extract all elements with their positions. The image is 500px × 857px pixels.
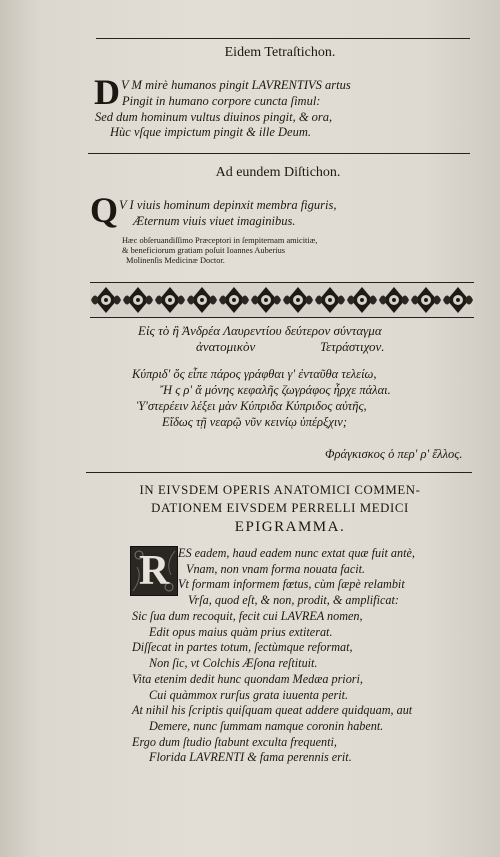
poem-line: ES eadem, haud eadem nunc extat quæ fuit antè, xyxy=(178,546,415,560)
ornament-motif-icon xyxy=(123,285,153,315)
ornament-motif-icon xyxy=(91,285,121,315)
decorative-ornament-band xyxy=(90,282,474,318)
dropcap-q: Q xyxy=(90,190,119,230)
poem-line: Vt formam informem fœtus, cùm ſæpè relambit xyxy=(178,577,405,592)
greek-poem xyxy=(132,366,391,430)
ornament-motif-icon xyxy=(315,285,345,315)
poem-line: V I viuis hominum depinxit membra figuris, xyxy=(119,198,337,212)
illuminated-initial xyxy=(130,546,178,596)
ornament-motif-icon xyxy=(155,285,185,315)
top-rule xyxy=(96,38,470,39)
distichon-poem xyxy=(119,198,336,229)
poem-line: Hùc vſque impictum pingit & ille Deum. xyxy=(110,125,312,140)
greek-line: Εἴδως τῇ νεαρῷ νῦν κεινίῳ ὑπέρξχιν; xyxy=(162,415,348,429)
tetrastichon-poem-cont xyxy=(95,94,333,141)
dedication-text xyxy=(122,236,317,266)
poem-line: Pingit in humano corpore cuncta ſimul: xyxy=(122,94,321,108)
poem-line: Cui quàmmox rurſus grata iuuenta perit. xyxy=(149,687,349,702)
poem-line: Vrſa, quod eſt, & non, prodit, & amplificat: xyxy=(188,593,399,608)
dedication-line: Hæc obſeruandiſſimo Præceptori in ſempiternam amicitiæ, xyxy=(122,236,318,245)
caps-heading-line1: IN EIVSDEM OPERIS ANATOMICI COMMEN- xyxy=(139,483,421,497)
section2-rule xyxy=(88,153,470,154)
poem-line: V M mirè humanos pingit LAVRENTIVS artus xyxy=(121,78,351,92)
ornament-motif-icon xyxy=(443,285,473,315)
poem-line: Diſſecat in partes totum, ſectùmque reformat, xyxy=(132,640,353,655)
ornament-motif-icon xyxy=(379,285,409,315)
poem-line: Sed dum hominum vultus diuinos pingit, & ora, xyxy=(95,109,333,124)
ornament-motif-icon xyxy=(347,285,377,315)
ornament-motif-icon xyxy=(187,285,217,315)
greek-signature: Φράγκισκος ὁ περ' ρ' ἔλλος. xyxy=(325,447,463,461)
poem-line: Vnam, non vnam forma nouata facit. xyxy=(186,561,366,576)
distichon-title: Ad eundem Diſtichon. xyxy=(215,165,341,180)
dedication-line: Molinenſis Medicinæ Doctor. xyxy=(126,256,225,265)
caps-heading-line2: DATIONEM EIVSDEM PERRELLI MEDICI xyxy=(151,501,409,515)
greek-line: Ἤ ς ρ' ἄ μόνης κεφαλῆς ζωγράφος ἦρχε πάλαι. xyxy=(160,383,391,397)
greek-heading-line1: Εἰς τὸ ἢ Ἀνδρέα Λαυρεντίου δεύτερον σύνταγμα xyxy=(138,323,382,338)
greek-line: Ὑ'στερέειν λέξει μὰν Κύπριδα Κύπριδος αὐτῆς, xyxy=(137,399,367,413)
dedication-line: & beneficiorum gratiam poſuit Ioannes Auberius xyxy=(122,246,286,255)
illuminated-letter: R xyxy=(138,548,170,594)
poem-line: Non ſic, vt Colchis Æſona reſtituit. xyxy=(149,656,318,671)
greek-heading-line2b: Τετράστιχον. xyxy=(320,339,385,354)
poem-line: Demere, nunc ſummam namque coronin habent. xyxy=(149,718,384,733)
ornament-motif-icon xyxy=(283,285,313,315)
poem-line: Edit opus maius quàm prius extiterat. xyxy=(149,624,333,639)
poem-line: Sic ſua dum recoquit, fecit cui LAVREA nomen, xyxy=(132,609,363,623)
dropcap-d: D xyxy=(94,72,120,112)
greek-heading-line2a: ἀνατομικὸν xyxy=(196,339,256,354)
section4-rule xyxy=(86,472,472,473)
ornament-motif-icon xyxy=(219,285,249,315)
epigramma-title: EPIGRAMMA. xyxy=(234,519,346,535)
epigramma-poem-cont xyxy=(132,609,412,766)
greek-line: Κύπριδ' ὅς εἶπε πάρος γράφθαι γ' ἐνταῦθα τελείω, xyxy=(132,367,377,381)
epigramma-poem xyxy=(178,546,415,609)
poem-line: Ergo dum ſtudio ſtabunt exculta frequenti, xyxy=(132,734,337,749)
poem-line: Florida LAVRENTI & fama perennis erit. xyxy=(149,750,352,765)
ornament-motif-icon xyxy=(251,285,281,315)
ornament-motif-icon xyxy=(411,285,441,315)
tetrastichon-poem xyxy=(121,78,351,94)
poem-line: At nihil his ſcriptis quiſquam queat addere quidquam, aut xyxy=(132,703,413,718)
poem-line: Æternum viuis viuet imaginibus. xyxy=(133,213,296,228)
tetrastichon-title: Eidem Tetraſtichon. xyxy=(224,45,336,60)
poem-line: Vita etenim dedit hunc quondam Medæa priori, xyxy=(132,671,363,686)
